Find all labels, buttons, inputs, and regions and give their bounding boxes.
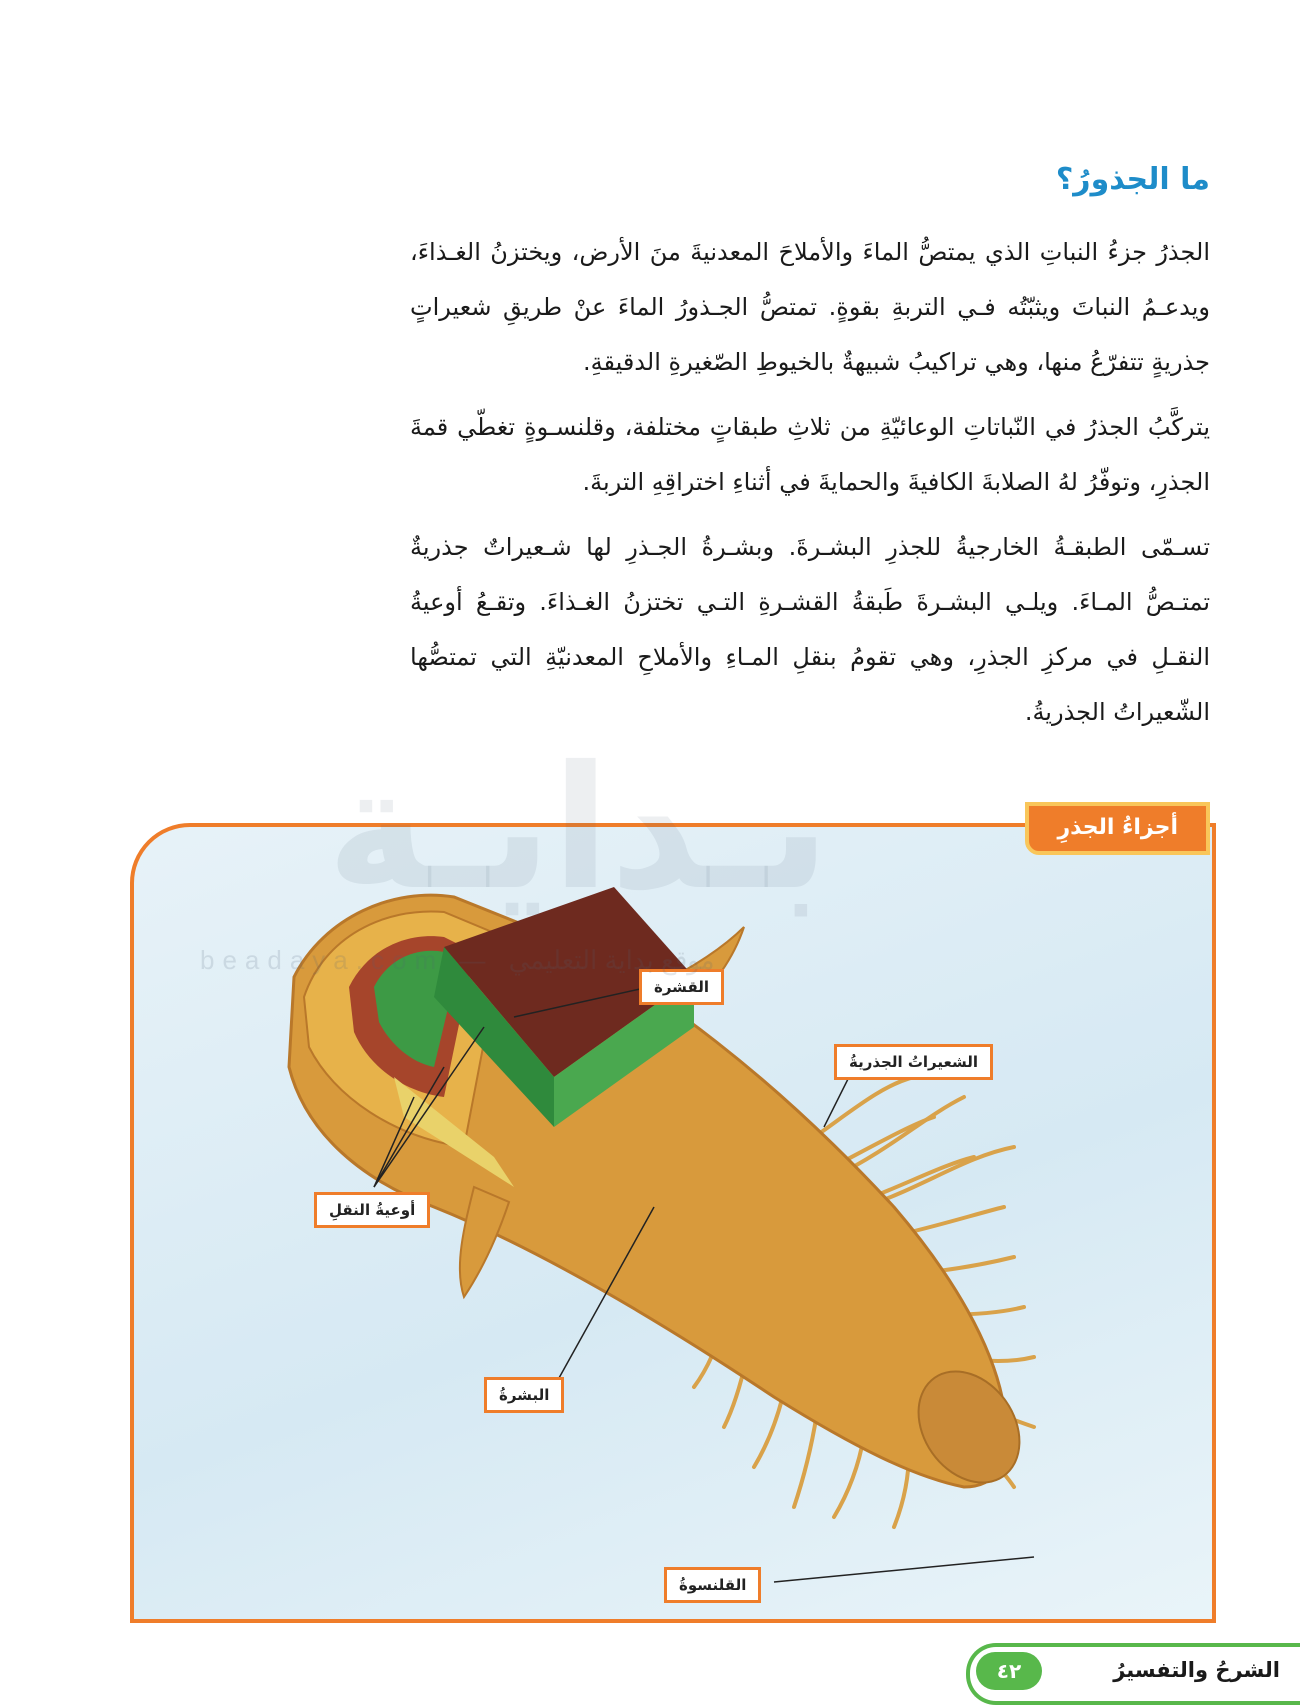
figure-title: أجزاءُ الجذرِ (1025, 802, 1210, 855)
label-vessels: أوعيةُ النقلِ (314, 1192, 430, 1228)
footer-section-title: الشرحُ والتفسيرُ (1113, 1658, 1280, 1682)
label-root-hairs: الشعيراتُ الجذريةُ (834, 1044, 993, 1080)
page-heading: ما الجذورُ؟ (1055, 162, 1210, 197)
root-figure (130, 823, 1216, 1623)
label-epidermis: البشرةُ (484, 1377, 564, 1413)
page-number: ٤٢ (976, 1652, 1042, 1690)
watermark-logo: بـدايـة (326, 730, 830, 928)
label-cortex: القشرة (639, 969, 724, 1005)
paragraph-2: يتركَّبُ الجذرُ في النّباتاتِ الوعائيّةِ من ثلاثِ طبقاتٍ مختلفة، وقلنسـوةٍ تغطّي قمةَ الجذرِ، وتوفّرُ لهُ الصلابةَ الكافيةَ والحمايةَ في أثناءِ اختراقِهِ التربةَ. (410, 413, 1210, 496)
paragraph-3: تسـمّى الطبقـةُ الخارجيةُ للجذرِ البشـرةَ. وبشـرةُ الجـذرِ لها شـعيراتٌ جذريةٌ تمتـصُّ المـاءَ. ويلـي البشـرةَ طَبقةُ القشـرةِ التـي تختزنُ الغـذاءَ. وتقـعُ أوعيةُ النقـلِ في مركزِ الجذرِ، وهي تقومُ بنقلِ المـاءِ والأملاحِ المعدنيّةِ التي تمتصُّها الشّعيراتُ الجذريةُ. (410, 533, 1210, 726)
label-root-cap: القلنسوةُ (664, 1567, 761, 1603)
page-footer (966, 1643, 1300, 1705)
paragraph-1: الجذرُ جزءُ النباتِ الذي يمتصُّ الماءَ والأملاحَ المعدنيةَ منَ الأرض، ويختزنُ الغـذاءَ، ويدعـمُ النباتَ ويثبّتُه فـي التربةِ بقوةٍ. تمتصُّ الجـذورُ الماءَ عنْ طريقِ شعيراتٍ جذريةٍ تتفرّعُ منها، وهي تراكيبُ شبيهةٌ بالخيوطِ الصّغيرةِ الدقيقةِ. (410, 238, 1210, 376)
watermark-site: beadaya.com — موقع بداية التعليمي (200, 945, 715, 975)
body-text (410, 225, 1210, 750)
